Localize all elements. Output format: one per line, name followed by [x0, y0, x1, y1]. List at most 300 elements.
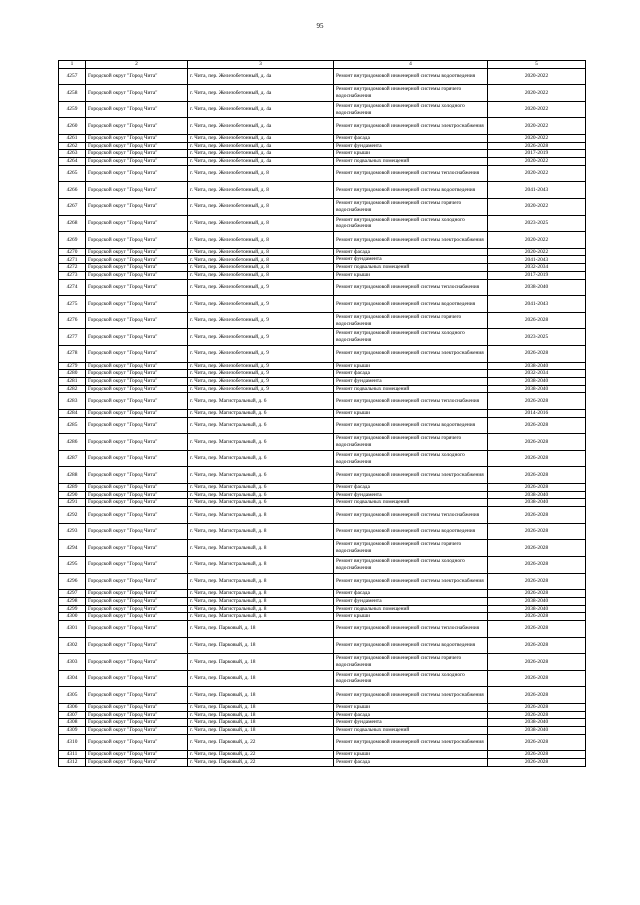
address-cell: г. Чита, пер. Магистральный, д. 8	[188, 613, 334, 621]
municipality-cell: Городской округ "Город Чита"	[86, 385, 188, 393]
row-number-cell: 4304	[59, 670, 86, 687]
address-cell: г. Чита, пер. Магистральный, д. 6	[188, 491, 334, 499]
work-type-cell: Ремонт фасада	[334, 484, 488, 492]
period-cell: 2026-2028	[488, 393, 586, 410]
work-type-cell: Ремонт фасада	[334, 134, 488, 142]
address-cell: г. Чита, пер. Железобетонный, д. 8	[188, 271, 334, 279]
work-type-cell: Ремонт подвальных помещений	[334, 605, 488, 613]
period-cell: 2026-2028	[488, 484, 586, 492]
address-cell: г. Чита, пер. Магистральный, д. 6	[188, 499, 334, 507]
address-cell: г. Чита, пер. Железобетонный, д. 9	[188, 345, 334, 362]
row-number-cell: 4294	[59, 540, 86, 557]
period-cell: 2038-2040	[488, 726, 586, 734]
municipality-cell: Городской округ "Город Чита"	[86, 409, 188, 417]
period-cell: 2026-2028	[488, 654, 586, 671]
table-row	[59, 248, 586, 256]
period-cell: 2026-2028	[488, 620, 586, 637]
period-cell: 2020-2022	[488, 134, 586, 142]
work-type-cell: Ремонт внутридомовой инженерной системы электроснабжения	[334, 467, 488, 484]
table-row	[59, 296, 586, 313]
row-number-cell: 4261	[59, 134, 86, 142]
period-cell: 2026-2028	[488, 711, 586, 719]
table-row	[59, 711, 586, 719]
header-col-3: 3	[188, 61, 334, 69]
work-type-cell: Ремонт фундамента	[334, 597, 488, 605]
table-row	[59, 620, 586, 637]
row-number-cell: 4281	[59, 377, 86, 385]
period-cell: 2020-2022	[488, 232, 586, 249]
table-row	[59, 101, 586, 118]
table-row	[59, 434, 586, 451]
row-number-cell: 4275	[59, 296, 86, 313]
period-cell: 2038-2040	[488, 385, 586, 393]
period-cell: 2026-2028	[488, 670, 586, 687]
municipality-cell: Городской округ "Город Чита"	[86, 540, 188, 557]
address-cell: г. Чита, пер. Парковый, д. 18	[188, 711, 334, 719]
work-type-cell: Ремонт внутридомовой инженерной системы горячего водоснабжения	[334, 85, 488, 102]
municipality-cell: Городской округ "Город Чита"	[86, 758, 188, 766]
period-cell: 2026-2028	[488, 345, 586, 362]
row-number-cell: 4299	[59, 605, 86, 613]
period-cell: 2020-2022	[488, 68, 586, 85]
address-cell: г. Чита, пер. Железобетонный, д. 8	[188, 256, 334, 264]
address-cell: г. Чита, пер. Магистральный, д. 8	[188, 605, 334, 613]
table-row	[59, 597, 586, 605]
table-row	[59, 264, 586, 272]
municipality-cell: Городской округ "Город Чита"	[86, 345, 188, 362]
table-row	[59, 118, 586, 135]
work-type-cell: Ремонт внутридомовой инженерной системы горячего водоснабжения	[334, 198, 488, 215]
page-number: 95	[316, 22, 324, 30]
address-cell: г. Чита, пер. Магистральный, д. 6	[188, 434, 334, 451]
work-type-cell: Ремонт внутридомовой инженерной системы горячего водоснабжения	[334, 654, 488, 671]
row-number-cell: 4259	[59, 101, 86, 118]
period-cell: 2026-2028	[488, 434, 586, 451]
municipality-cell: Городской округ "Город Чита"	[86, 101, 188, 118]
address-cell: г. Чита, пер. Железобетонный, д. 9	[188, 279, 334, 296]
municipality-cell: Городской округ "Город Чита"	[86, 507, 188, 524]
period-cell: 2026-2028	[488, 751, 586, 759]
row-number-cell: 4280	[59, 370, 86, 378]
row-number-cell: 4282	[59, 385, 86, 393]
table-row	[59, 467, 586, 484]
row-number-cell: 4268	[59, 215, 86, 232]
header-col-1: 1	[59, 61, 86, 69]
row-number-cell: 4274	[59, 279, 86, 296]
address-cell: г. Чита, пер. Парковый, д. 18	[188, 726, 334, 734]
row-number-cell: 4302	[59, 637, 86, 654]
work-type-cell: Ремонт внутридомовой инженерной системы холодного водоснабжения	[334, 670, 488, 687]
work-type-cell: Ремонт внутридомовой инженерной системы электроснабжения	[334, 118, 488, 135]
table-row	[59, 345, 586, 362]
table-row	[59, 279, 586, 296]
municipality-cell: Городской округ "Город Чита"	[86, 85, 188, 102]
row-number-cell: 4298	[59, 597, 86, 605]
period-cell: 2026-2028	[488, 734, 586, 751]
address-cell: г. Чита, пер. Железобетонный, д. 8	[188, 215, 334, 232]
work-type-cell: Ремонт внутридомовой инженерной системы холодного водоснабжения	[334, 101, 488, 118]
municipality-cell: Городской округ "Город Чита"	[86, 279, 188, 296]
row-number-cell: 4270	[59, 248, 86, 256]
period-cell: 2038-2040	[488, 597, 586, 605]
address-cell: г. Чита, пер. Магистральный, д. 8	[188, 573, 334, 590]
municipality-cell: Городской округ "Город Чита"	[86, 434, 188, 451]
work-type-cell: Ремонт крыши	[334, 362, 488, 370]
period-cell: 2038-2040	[488, 719, 586, 727]
period-cell: 2038-2040	[488, 377, 586, 385]
period-cell: 2032-2034	[488, 264, 586, 272]
municipality-cell: Городской округ "Город Чита"	[86, 734, 188, 751]
work-type-cell: Ремонт внутридомовой инженерной системы холодного водоснабжения	[334, 556, 488, 573]
work-type-cell: Ремонт внутридомовой инженерной системы теплоснабжения	[334, 393, 488, 410]
address-cell: г. Чита, пер. Железобетонный, д. 4а	[188, 101, 334, 118]
period-cell: 2026-2028	[488, 703, 586, 711]
municipality-cell: Городской округ "Город Чита"	[86, 573, 188, 590]
address-cell: г. Чита, пер. Парковый, д. 18	[188, 719, 334, 727]
table-row	[59, 491, 586, 499]
row-number-cell: 4291	[59, 499, 86, 507]
period-cell: 2038-2040	[488, 605, 586, 613]
address-cell: г. Чита, пер. Парковый, д. 22	[188, 751, 334, 759]
work-type-cell: Ремонт внутридомовой инженерной системы теплоснабжения	[334, 279, 488, 296]
municipality-cell: Городской округ "Город Чита"	[86, 620, 188, 637]
address-cell: г. Чита, пер. Парковый, д. 18	[188, 687, 334, 704]
period-cell: 2026-2028	[488, 450, 586, 467]
work-type-cell: Ремонт подвальных помещений	[334, 385, 488, 393]
address-cell: г. Чита, пер. Железобетонный, д. 8	[188, 264, 334, 272]
period-cell: 2038-2040	[488, 279, 586, 296]
municipality-cell: Городской округ "Город Чита"	[86, 271, 188, 279]
work-type-cell: Ремонт фасада	[334, 711, 488, 719]
period-cell: 2014-2016	[488, 409, 586, 417]
municipality-cell: Городской округ "Город Чита"	[86, 142, 188, 150]
municipality-cell: Городской округ "Город Чита"	[86, 523, 188, 540]
table-row	[59, 613, 586, 621]
address-cell: г. Чита, пер. Магистральный, д. 8	[188, 507, 334, 524]
municipality-cell: Городской округ "Город Чита"	[86, 467, 188, 484]
address-cell: г. Чита, пер. Железобетонный, д. 9	[188, 312, 334, 329]
row-number-cell: 4260	[59, 118, 86, 135]
work-type-cell: Ремонт внутридомовой инженерной системы водоотведения	[334, 523, 488, 540]
row-number-cell: 4264	[59, 158, 86, 166]
table-row	[59, 687, 586, 704]
row-number-cell: 4296	[59, 573, 86, 590]
work-type-cell: Ремонт подвальных помещений	[334, 264, 488, 272]
table-row	[59, 703, 586, 711]
address-cell: г. Чита, пер. Железобетонный, д. 4а	[188, 85, 334, 102]
table-row	[59, 758, 586, 766]
period-cell: 2026-2028	[488, 467, 586, 484]
work-type-cell: Ремонт фундамента	[334, 491, 488, 499]
address-cell: г. Чита, пер. Железобетонный, д. 4а	[188, 68, 334, 85]
row-number-cell: 4258	[59, 85, 86, 102]
row-number-cell: 4265	[59, 165, 86, 182]
municipality-cell: Городской округ "Город Чита"	[86, 377, 188, 385]
address-cell: г. Чита, пер. Магистральный, д. 6	[188, 393, 334, 410]
address-cell: г. Чита, пер. Железобетонный, д. 8	[188, 182, 334, 199]
period-cell: 2026-2028	[488, 417, 586, 434]
table-row	[59, 590, 586, 598]
municipality-cell: Городской округ "Город Чита"	[86, 68, 188, 85]
municipality-cell: Городской округ "Город Чита"	[86, 329, 188, 346]
row-number-cell: 4300	[59, 613, 86, 621]
work-type-cell: Ремонт фасада	[334, 758, 488, 766]
address-cell: г. Чита, пер. Магистральный, д. 6	[188, 409, 334, 417]
period-cell: 2020-2022	[488, 198, 586, 215]
table-row	[59, 573, 586, 590]
period-cell: 2026-2028	[488, 540, 586, 557]
work-type-cell: Ремонт внутридомовой инженерной системы горячего водоснабжения	[334, 312, 488, 329]
table-row	[59, 417, 586, 434]
work-type-cell: Ремонт внутридомовой инженерной системы водоотведения	[334, 182, 488, 199]
period-cell: 2026-2028	[488, 507, 586, 524]
municipality-cell: Городской округ "Город Чита"	[86, 198, 188, 215]
table-row	[59, 726, 586, 734]
table-row	[59, 670, 586, 687]
period-cell: 2020-2022	[488, 118, 586, 135]
row-number-cell: 4311	[59, 751, 86, 759]
table-row	[59, 134, 586, 142]
period-cell: 2020-2022	[488, 101, 586, 118]
work-type-cell: Ремонт внутридомовой инженерной системы водоотведения	[334, 68, 488, 85]
work-type-cell: Ремонт фундамента	[334, 719, 488, 727]
work-type-cell: Ремонт внутридомовой инженерной системы водоотведения	[334, 637, 488, 654]
row-number-cell: 4267	[59, 198, 86, 215]
work-type-cell: Ремонт фундамента	[334, 142, 488, 150]
table-row	[59, 271, 586, 279]
repair-schedule-table	[58, 60, 586, 767]
period-cell: 2041-2043	[488, 256, 586, 264]
period-cell: 2023-2025	[488, 329, 586, 346]
row-number-cell: 4308	[59, 719, 86, 727]
work-type-cell: Ремонт крыши	[334, 150, 488, 158]
work-type-cell: Ремонт внутридомовой инженерной системы электроснабжения	[334, 232, 488, 249]
work-type-cell: Ремонт внутридомовой инженерной системы горячего водоснабжения	[334, 434, 488, 451]
municipality-cell: Городской округ "Город Чита"	[86, 118, 188, 135]
table-row	[59, 68, 586, 85]
row-number-cell: 4307	[59, 711, 86, 719]
table-row	[59, 523, 586, 540]
period-cell: 2041-2043	[488, 296, 586, 313]
period-cell: 2026-2028	[488, 523, 586, 540]
table-row	[59, 484, 586, 492]
work-type-cell: Ремонт фасада	[334, 590, 488, 598]
address-cell: г. Чита, пер. Парковый, д. 18	[188, 637, 334, 654]
municipality-cell: Городской округ "Город Чита"	[86, 370, 188, 378]
table-row	[59, 499, 586, 507]
municipality-cell: Городской округ "Город Чита"	[86, 590, 188, 598]
row-number-cell: 4309	[59, 726, 86, 734]
address-cell: г. Чита, пер. Железобетонный, д. 9	[188, 296, 334, 313]
municipality-cell: Городской округ "Город Чита"	[86, 711, 188, 719]
work-type-cell: Ремонт крыши	[334, 703, 488, 711]
row-number-cell: 4262	[59, 142, 86, 150]
work-type-cell: Ремонт фундамента	[334, 377, 488, 385]
row-number-cell: 4312	[59, 758, 86, 766]
address-cell: г. Чита, пер. Железобетонный, д. 4а	[188, 158, 334, 166]
address-cell: г. Чита, пер. Железобетонный, д. 4а	[188, 118, 334, 135]
municipality-cell: Городской округ "Город Чита"	[86, 450, 188, 467]
address-cell: г. Чита, пер. Железобетонный, д. 9	[188, 370, 334, 378]
period-cell: 2026-2028	[488, 590, 586, 598]
address-cell: г. Чита, пер. Магистральный, д. 8	[188, 523, 334, 540]
address-cell: г. Чита, пер. Железобетонный, д. 9	[188, 362, 334, 370]
row-number-cell: 4266	[59, 182, 86, 199]
address-cell: г. Чита, пер. Парковый, д. 18	[188, 670, 334, 687]
row-number-cell: 4276	[59, 312, 86, 329]
row-number-cell: 4284	[59, 409, 86, 417]
work-type-cell: Ремонт внутридомовой инженерной системы электроснабжения	[334, 687, 488, 704]
period-cell: 2017-2019	[488, 150, 586, 158]
address-cell: г. Чита, пер. Парковый, д. 18	[188, 703, 334, 711]
period-cell: 2026-2028	[488, 142, 586, 150]
table-row	[59, 85, 586, 102]
row-number-cell: 4269	[59, 232, 86, 249]
address-cell: г. Чита, пер. Магистральный, д. 6	[188, 467, 334, 484]
table-row	[59, 158, 586, 166]
work-type-cell: Ремонт внутридомовой инженерной системы теплоснабжения	[334, 507, 488, 524]
table-row	[59, 232, 586, 249]
municipality-cell: Городской округ "Город Чита"	[86, 719, 188, 727]
municipality-cell: Городской округ "Город Чита"	[86, 556, 188, 573]
row-number-cell: 4303	[59, 654, 86, 671]
municipality-cell: Городской округ "Город Чита"	[86, 248, 188, 256]
address-cell: г. Чита, пер. Магистральный, д. 8	[188, 597, 334, 605]
row-number-cell: 4285	[59, 417, 86, 434]
municipality-cell: Городской округ "Город Чита"	[86, 687, 188, 704]
address-cell: г. Чита, пер. Железобетонный, д. 4а	[188, 150, 334, 158]
address-cell: г. Чита, пер. Магистральный, д. 8	[188, 556, 334, 573]
row-number-cell: 4301	[59, 620, 86, 637]
table-row	[59, 450, 586, 467]
row-number-cell: 4279	[59, 362, 86, 370]
municipality-cell: Городской округ "Город Чита"	[86, 256, 188, 264]
table-row	[59, 215, 586, 232]
table-row	[59, 385, 586, 393]
period-cell: 2020-2022	[488, 165, 586, 182]
table-row	[59, 654, 586, 671]
municipality-cell: Городской округ "Город Чита"	[86, 613, 188, 621]
period-cell: 2020-2022	[488, 158, 586, 166]
address-cell: г. Чита, пер. Парковый, д. 22	[188, 758, 334, 766]
table-row	[59, 377, 586, 385]
work-type-cell: Ремонт внутридомовой инженерной системы электроснабжения	[334, 734, 488, 751]
row-number-cell: 4277	[59, 329, 86, 346]
period-cell: 2017-2019	[488, 271, 586, 279]
work-type-cell: Ремонт подвальных помещений	[334, 726, 488, 734]
row-number-cell: 4288	[59, 467, 86, 484]
work-type-cell: Ремонт крыши	[334, 409, 488, 417]
municipality-cell: Городской округ "Город Чита"	[86, 484, 188, 492]
work-type-cell: Ремонт внутридомовой инженерной системы электроснабжения	[334, 345, 488, 362]
municipality-cell: Городской округ "Город Чита"	[86, 751, 188, 759]
row-number-cell: 4292	[59, 507, 86, 524]
row-number-cell: 4263	[59, 150, 86, 158]
period-cell: 2026-2028	[488, 613, 586, 621]
period-cell: 2020-2022	[488, 85, 586, 102]
municipality-cell: Городской округ "Город Чита"	[86, 605, 188, 613]
work-type-cell: Ремонт внутридомовой инженерной системы холодного водоснабжения	[334, 450, 488, 467]
row-number-cell: 4273	[59, 271, 86, 279]
table-row	[59, 507, 586, 524]
table-row	[59, 734, 586, 751]
work-type-cell: Ремонт внутридомовой инженерной системы теплоснабжения	[334, 165, 488, 182]
table-body	[59, 68, 586, 766]
address-cell: г. Чита, пер. Магистральный, д. 6	[188, 484, 334, 492]
row-number-cell: 4278	[59, 345, 86, 362]
address-cell: г. Чита, пер. Магистральный, д. 6	[188, 417, 334, 434]
work-type-cell: Ремонт подвальных помещений	[334, 158, 488, 166]
municipality-cell: Городской округ "Город Чита"	[86, 312, 188, 329]
period-cell: 2026-2028	[488, 758, 586, 766]
header-col-2: 2	[86, 61, 188, 69]
period-cell: 2020-2022	[488, 248, 586, 256]
header-col-4: 4	[334, 61, 488, 69]
work-type-cell: Ремонт фундамента	[334, 256, 488, 264]
address-cell: г. Чита, пер. Парковый, д. 18	[188, 620, 334, 637]
municipality-cell: Городской округ "Город Чита"	[86, 499, 188, 507]
row-number-cell: 4257	[59, 68, 86, 85]
table-row	[59, 370, 586, 378]
municipality-cell: Городской округ "Город Чита"	[86, 726, 188, 734]
table-row	[59, 719, 586, 727]
address-cell: г. Чита, пер. Железобетонный, д. 8	[188, 198, 334, 215]
address-cell: г. Чита, пер. Железобетонный, д. 8	[188, 232, 334, 249]
address-cell: г. Чита, пер. Железобетонный, д. 4а	[188, 142, 334, 150]
row-number-cell: 4305	[59, 687, 86, 704]
work-type-cell: Ремонт фасада	[334, 248, 488, 256]
row-number-cell: 4271	[59, 256, 86, 264]
work-type-cell: Ремонт крыши	[334, 751, 488, 759]
work-type-cell: Ремонт подвальных помещений	[334, 499, 488, 507]
municipality-cell: Городской округ "Город Чита"	[86, 393, 188, 410]
work-type-cell: Ремонт внутридомовой инженерной системы холодного водоснабжения	[334, 215, 488, 232]
municipality-cell: Городской округ "Город Чита"	[86, 670, 188, 687]
period-cell: 2026-2028	[488, 687, 586, 704]
table-row	[59, 605, 586, 613]
period-cell: 2041-2043	[488, 182, 586, 199]
municipality-cell: Городской округ "Город Чита"	[86, 165, 188, 182]
table-row	[59, 182, 586, 199]
municipality-cell: Городской округ "Город Чита"	[86, 362, 188, 370]
work-type-cell: Ремонт крыши	[334, 271, 488, 279]
period-cell: 2032-2034	[488, 370, 586, 378]
table-row	[59, 150, 586, 158]
table-row	[59, 165, 586, 182]
address-cell: г. Чита, пер. Парковый, д. 22	[188, 734, 334, 751]
period-cell: 2026-2028	[488, 556, 586, 573]
address-cell: г. Чита, пер. Магистральный, д. 8	[188, 590, 334, 598]
table-row	[59, 393, 586, 410]
address-cell: г. Чита, пер. Железобетонный, д. 4а	[188, 134, 334, 142]
municipality-cell: Городской округ "Город Чита"	[86, 150, 188, 158]
table-row	[59, 362, 586, 370]
row-number-cell: 4283	[59, 393, 86, 410]
row-number-cell: 4287	[59, 450, 86, 467]
address-cell: г. Чита, пер. Магистральный, д. 8	[188, 540, 334, 557]
municipality-cell: Городской округ "Город Чита"	[86, 182, 188, 199]
period-cell: 2038-2040	[488, 491, 586, 499]
address-cell: г. Чита, пер. Железобетонный, д. 9	[188, 377, 334, 385]
work-type-cell: Ремонт внутридомовой инженерной системы водоотведения	[334, 296, 488, 313]
municipality-cell: Городской округ "Город Чита"	[86, 654, 188, 671]
row-number-cell: 4290	[59, 491, 86, 499]
address-cell: г. Чита, пер. Железобетонный, д. 9	[188, 385, 334, 393]
address-cell: г. Чита, пер. Железобетонный, д. 9	[188, 329, 334, 346]
municipality-cell: Городской округ "Город Чита"	[86, 134, 188, 142]
table-row	[59, 637, 586, 654]
address-cell: г. Чита, пер. Магистральный, д. 6	[188, 450, 334, 467]
